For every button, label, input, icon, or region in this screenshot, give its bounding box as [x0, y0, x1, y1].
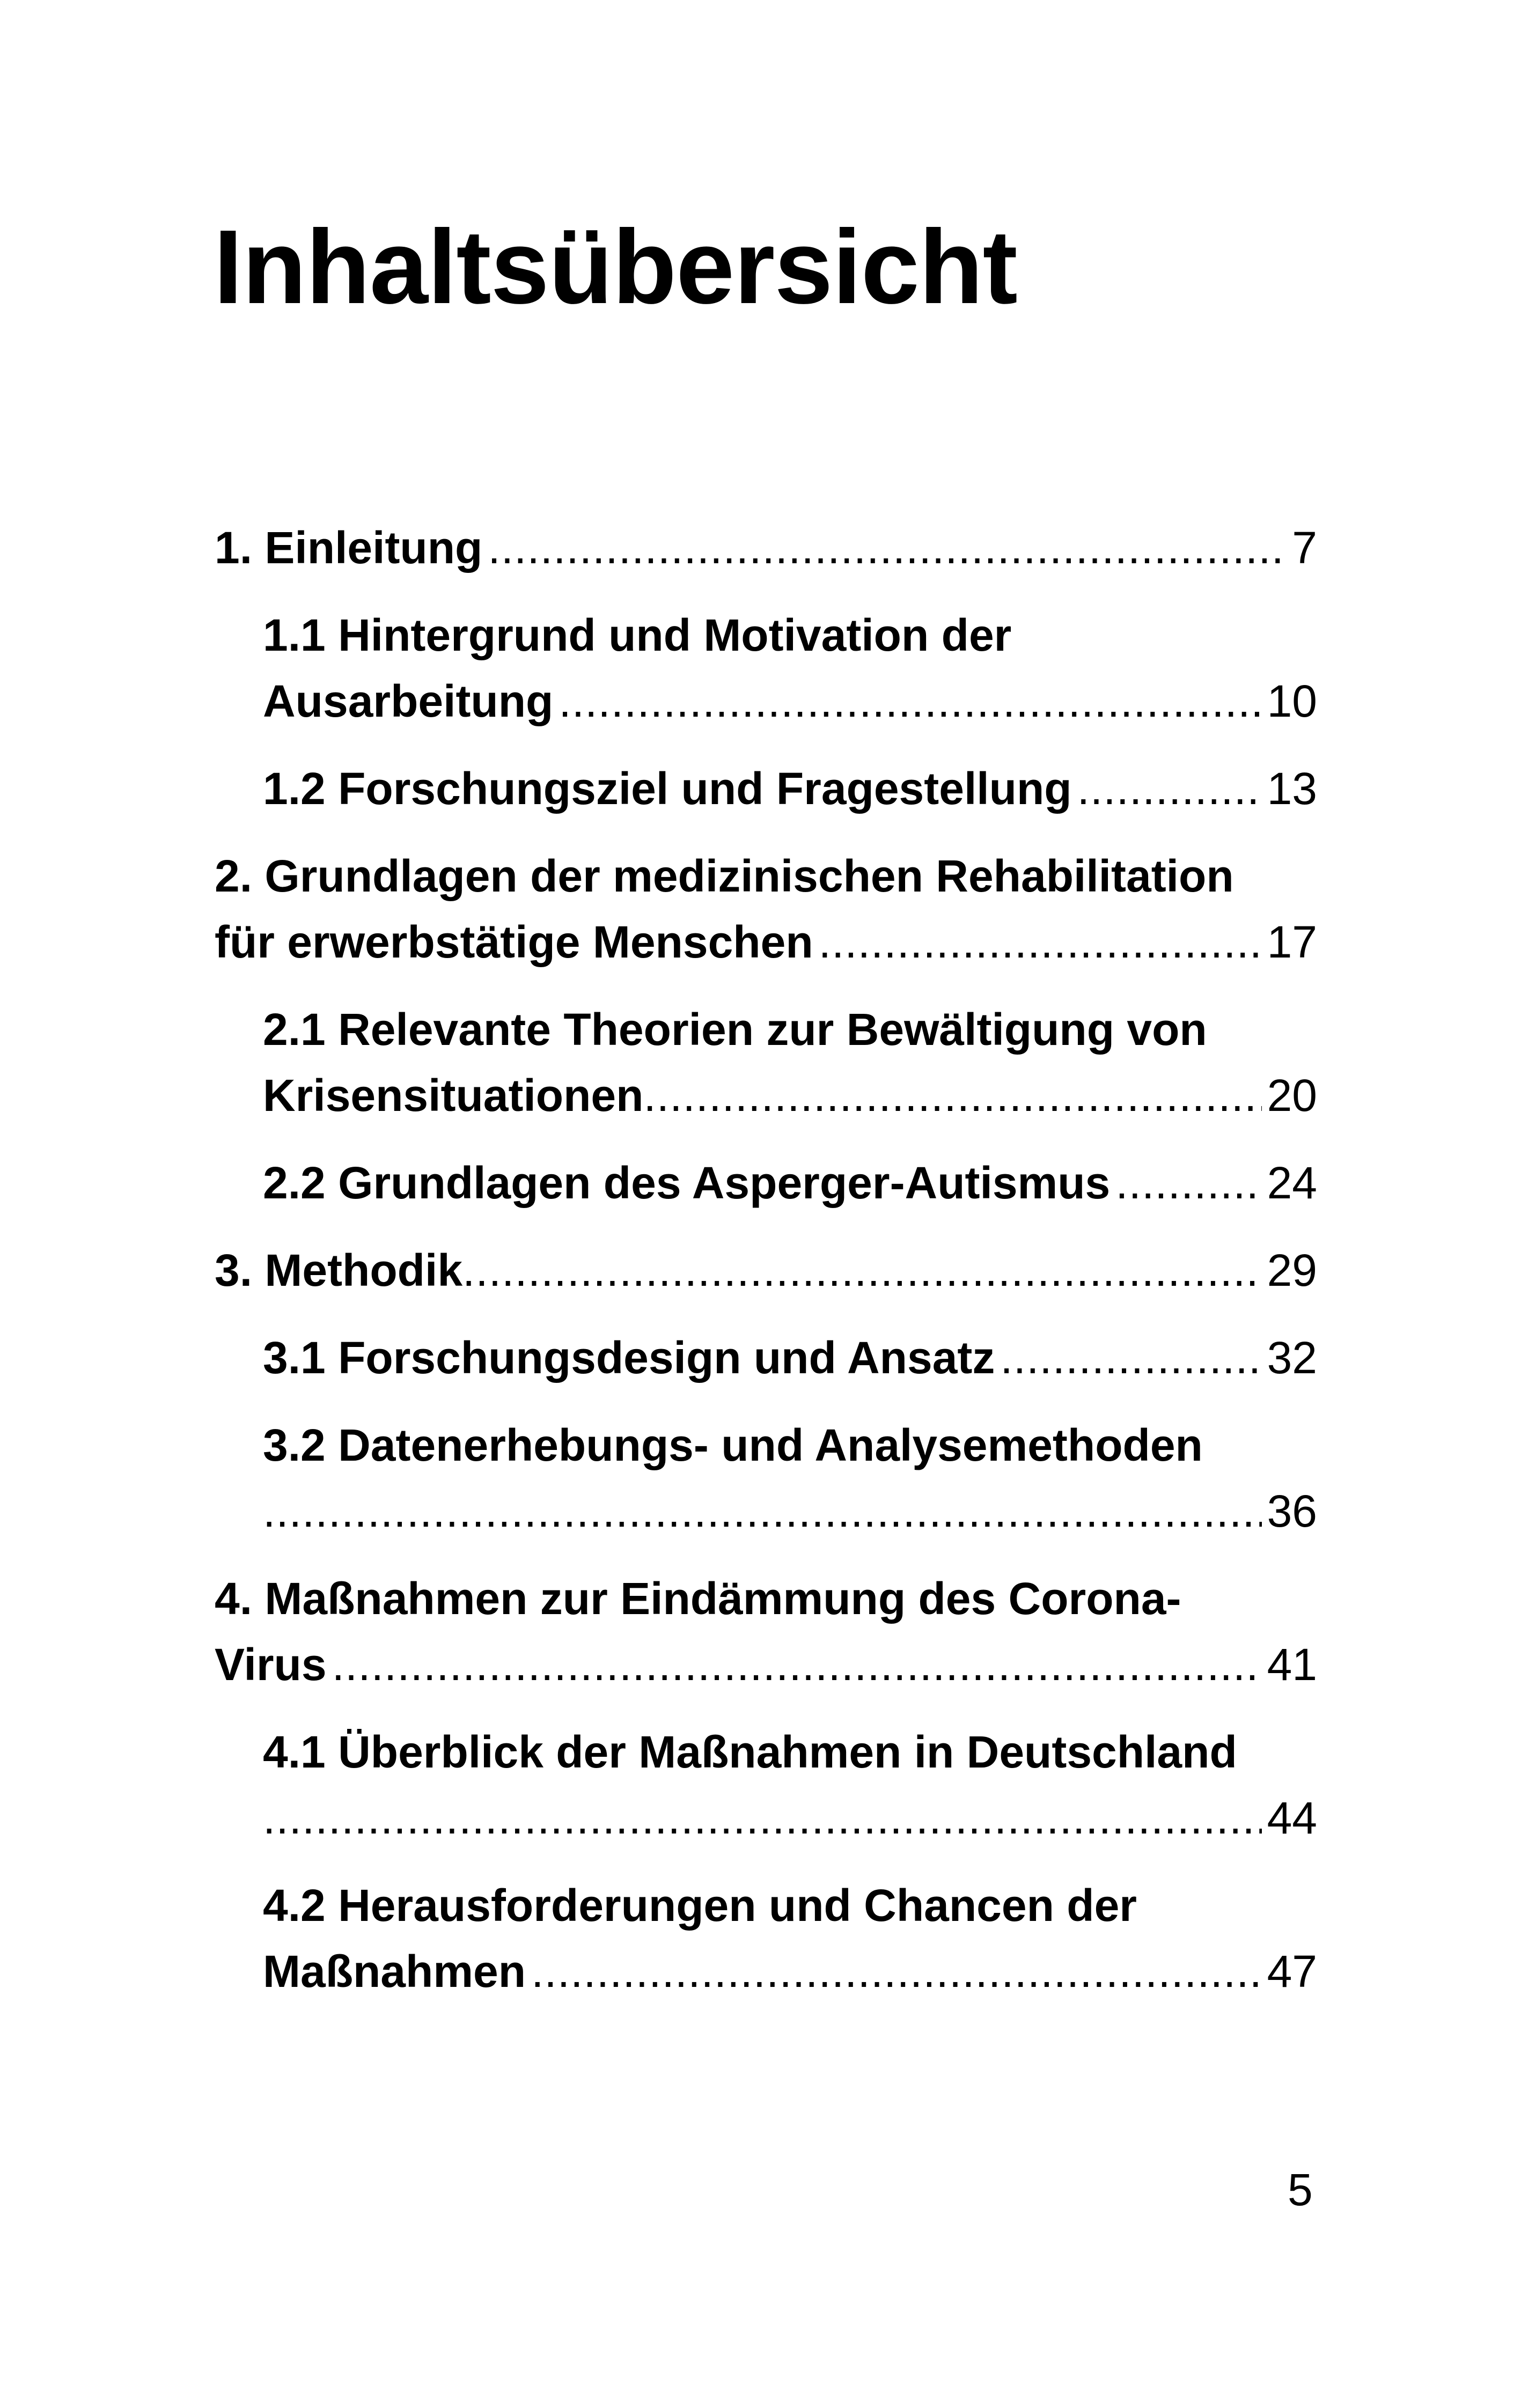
toc-entry-last-line — [263, 668, 1317, 734]
toc-entry-title: 2. Grundlagen der medizinischen Rehabilitation — [215, 851, 1234, 901]
toc-entry-4-1[interactable] — [263, 1719, 1317, 1851]
toc-leader-dots — [531, 1939, 1262, 2005]
toc-entry-3[interactable] — [215, 1238, 1317, 1304]
toc-page-number: 13 — [1267, 763, 1317, 814]
toc-leader-dots — [819, 909, 1262, 975]
toc-entry-3-2[interactable] — [263, 1412, 1317, 1544]
toc-page-number: 7 — [1292, 522, 1317, 573]
toc-page-number: 20 — [1267, 1070, 1317, 1121]
toc-page-number: 17 — [1267, 917, 1317, 967]
toc-entry-line — [263, 1412, 1317, 1478]
toc-entry-2[interactable] — [215, 843, 1317, 975]
toc-page-number: 32 — [1267, 1332, 1317, 1383]
toc-page-number: 10 — [1267, 676, 1317, 726]
toc-entry-last-line — [215, 515, 1317, 581]
toc-entry-title: 1. Einleitung — [215, 522, 483, 573]
toc-leader-dots — [1000, 1325, 1261, 1391]
toc-entry-last-line — [263, 756, 1317, 822]
toc-entry-last-line — [263, 1063, 1317, 1129]
toc-entry-last-line — [215, 909, 1317, 975]
toc-page-number: 36 — [1267, 1486, 1317, 1536]
toc-entry-title: 3. Methodik — [215, 1245, 463, 1295]
toc-entry-4-2[interactable] — [263, 1873, 1317, 2005]
toc-entry-1[interactable] — [215, 515, 1317, 581]
toc-entry-title-continued: für erwerbstätige Menschen — [215, 917, 813, 967]
toc-entry-line — [263, 602, 1317, 668]
toc-entry-2-1[interactable] — [263, 997, 1317, 1129]
toc-entry-1-2[interactable] — [263, 756, 1317, 822]
toc-entry-line — [215, 1566, 1317, 1632]
toc-entry-last-line — [263, 1785, 1317, 1851]
toc-page-number: 41 — [1267, 1639, 1317, 1690]
toc-entry-last-line — [263, 1325, 1317, 1391]
toc-leader-dots — [488, 515, 1287, 581]
toc-entry-1-1[interactable] — [263, 602, 1317, 734]
toc-entry-line — [215, 843, 1317, 909]
toc-entry-line — [263, 997, 1317, 1063]
toc-page-number: 44 — [1267, 1793, 1317, 1843]
toc-entry-title: 4.2 Herausforderungen und Chancen der — [263, 1880, 1137, 1931]
toc-entry-last-line — [263, 1478, 1317, 1544]
toc-entry-3-1[interactable] — [263, 1325, 1317, 1391]
toc-entry-title: 1.2 Forschungsziel und Fragestellung — [263, 763, 1072, 814]
page-footer-number: 5 — [1288, 2164, 1313, 2215]
toc-leader-dots — [462, 1238, 1262, 1304]
toc-entry-title: 3.1 Forschungsdesign und Ansatz — [263, 1332, 995, 1383]
toc-entry-4[interactable] — [215, 1566, 1317, 1698]
toc-entry-line — [263, 1719, 1317, 1785]
toc-leader-dots — [263, 1785, 1262, 1851]
toc-entry-title-continued: Maßnahmen — [263, 1946, 526, 1997]
toc-entry-title-continued: Ausarbeitung — [263, 676, 554, 726]
toc-leader-dots — [332, 1632, 1262, 1698]
toc-entry-last-line — [215, 1632, 1317, 1698]
table-of-contents — [215, 515, 1317, 2005]
toc-page-number: 47 — [1267, 1946, 1317, 1997]
toc-leader-dots — [643, 1063, 1261, 1129]
toc-leader-dots — [1077, 756, 1262, 822]
toc-page-number: 24 — [1267, 1158, 1317, 1208]
toc-entry-last-line — [263, 1939, 1317, 2005]
toc-leader-dots — [1115, 1150, 1261, 1216]
toc-entry-title: 4. Maßnahmen zur Eindämmung des Corona- — [215, 1573, 1181, 1624]
toc-entry-title: 2.2 Grundlagen des Asperger-Autismus — [263, 1158, 1111, 1208]
toc-entry-last-line — [215, 1238, 1317, 1304]
toc-entry-title: 3.2 Datenerhebungs- und Analysemethoden — [263, 1420, 1203, 1470]
toc-entry-last-line — [263, 1150, 1317, 1216]
toc-entry-title: 2.1 Relevante Theorien zur Bewältigung von — [263, 1004, 1207, 1055]
toc-entry-title-continued: Krisensituationen — [263, 1070, 644, 1121]
toc-entry-line — [263, 1873, 1317, 1939]
page-title: Inhaltsübersicht — [214, 208, 1017, 326]
toc-entry-title: 4.1 Überblick der Maßnahmen in Deutschland — [263, 1727, 1237, 1777]
toc-entry-title-continued: Virus — [215, 1639, 327, 1690]
toc-leader-dots — [559, 668, 1261, 734]
toc-entry-2-2[interactable] — [263, 1150, 1317, 1216]
toc-entry-title: 1.1 Hintergrund und Motivation der — [263, 610, 1012, 660]
toc-leader-dots — [263, 1478, 1262, 1544]
toc-page-number: 29 — [1267, 1245, 1317, 1295]
